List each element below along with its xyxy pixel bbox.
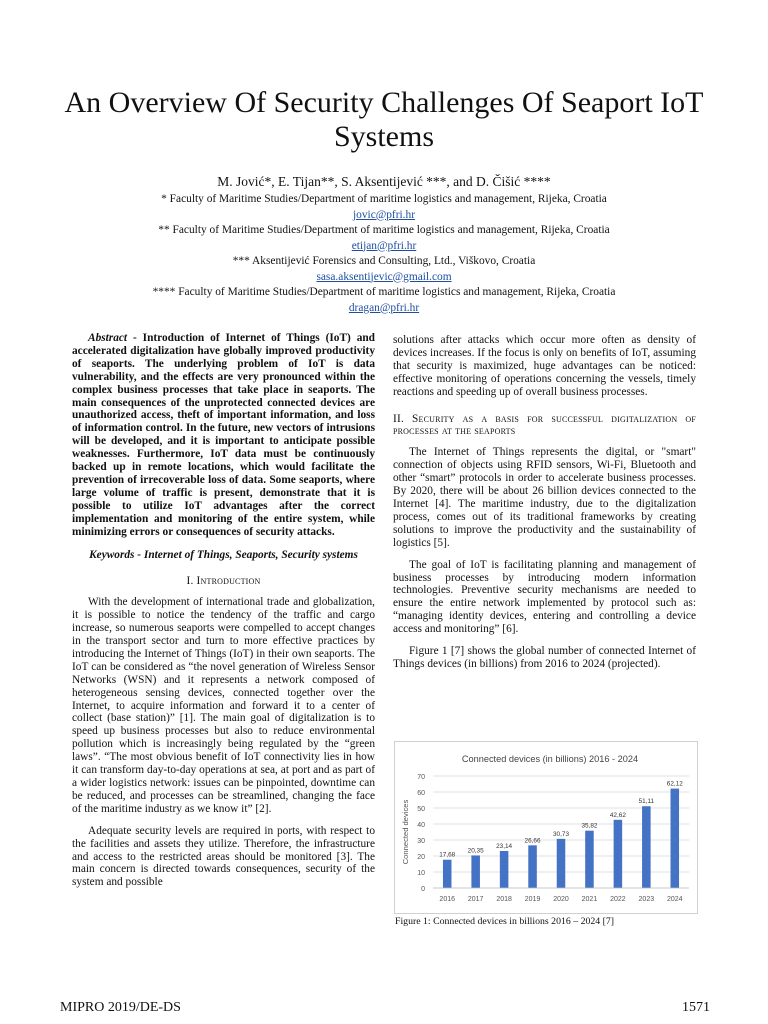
x-tick-label: 2016 [439,896,456,903]
affiliation-4: **** Faculty of Maritime Studies/Department of maritime logistics and management, Rijeka, Croatia [152,286,616,298]
y-tick-label: 70 [417,774,425,781]
data-label: 30,73 [553,830,569,838]
y-tick-label: 50 [417,806,425,813]
figure-1-chart [394,741,698,914]
author-list: M. Jović*, E. Tijan**, S. Aksentijević ***, and D. Čišić **** [217,174,551,189]
paragraph: Figure 1 [7] shows the global number of connected Internet of Things devices (in billions) from 2016 to 2024 (projected). [393,645,696,670]
x-tick-label: 2019 [524,896,541,903]
bar-2019 [528,845,537,888]
page-number: 1571 [682,1000,710,1015]
email-link-4[interactable]: dragan@pfri.hr [348,301,420,314]
right-column [393,334,696,680]
affiliations [40,192,728,316]
paragraph: With the development of international trade and globalization, it is possible to notice the tendency of the traffic and cargo increase, so numerous seaports were compelled to accept changes in the transport sector and turn to more effective practices by introducing the Internet of Things (IoT) in their own seaports. The IoT can be considered as “the novel generation of Wireless Sensor Networks (WSN) and it represents a network composed of heterogeneous sensing devices, connected together over the Internet, to acquire information and forward it to a center of collect (base station)” [1]. The main goal of digitalization is to speed up business processes but also to reduce environmental pollution which is increasingly being regulated by the “green laws”. “The most obvious benefit of IoT connectivity lies in how it can transform day-to-day operations at sea, at port and as part of a wider logistics network: issues can be pinpointed, downtime can be reduced, and processes can be streamlined, changing the face of the maritime industry as we know it” [2]. [72,596,375,815]
data-label: 17,68 [439,851,456,859]
keywords: Keywords - Internet of Things, Seaports, Security systems [89,548,358,561]
paper-title: An Overview Of Security Challenges Of Seaport IoT Systems [64,86,704,153]
paragraph: The goal of IoT is facilitating planning and management of business processes by introducing modern information technologies. Preventive security mechanisms are needed to ensure the entire network implemented by protocol such as: “managing identity devices, entering and controlling a device access and monitoring” [6]. [393,558,696,636]
x-tick-label: 2024 [666,896,683,903]
bar-2016 [443,860,452,888]
data-label: 23,14 [496,842,513,850]
bar-2024 [671,789,680,888]
paragraph: Adequate security levels are required in ports, with respect to the facilities and assets they utilize. Therefore, the infrastructure and access to the restricted areas should be monitored [3]. The main concern is directed towards consequences, security of the system and possible [72,824,375,889]
x-tick-label: 2020 [553,896,569,903]
bar-2023 [642,806,651,888]
abstract [72,332,375,539]
x-tick-label: 2021 [581,896,598,903]
data-label: 20,35 [467,847,484,855]
x-tick-label: 2023 [638,896,655,903]
data-label: 62,12 [666,780,683,788]
bar-2021 [585,831,594,888]
email-link-1[interactable]: jovic@pfri.hr [352,208,416,221]
paragraph: solutions after attacks which occur more often as density of devices increases. If the focus is only on benefits of IoT, assuming that security is maximized, huge advantages can be noticed: effective monitoring of operations concerning the vessels, timely reactions and speeding up of overall business processes. [393,334,696,398]
x-tick-label: 2018 [496,896,512,903]
y-tick-label: 20 [417,854,425,861]
x-tick-label: 2022 [610,896,626,903]
x-tick-label: 2017 [467,896,484,903]
email-link-3[interactable]: sasa.aksentijevic@gmail.com [316,270,452,283]
section-heading-security: II. Security as a basis for successful digitalization of processes at the seaports [393,412,696,438]
data-label: 42,62 [609,811,626,819]
data-label: 26,66 [524,837,541,845]
affiliation-1: * Faculty of Maritime Studies/Department of maritime logistics and management, Rijeka, Croatia [161,193,607,205]
y-axis-label: Connected devices [401,799,410,865]
abstract-lead: Abstract [88,332,128,344]
affiliation-2: ** Faculty of Maritime Studies/Department of maritime logistics and management, Rijeka, Croatia [158,224,610,236]
data-label: 35,82 [581,822,598,830]
abstract-text: - Introduction of Internet of Things (IoT) and accelerated digitalization have globally improved productivity of seaports. The underlying problem of IoT is data vulnerability, and the effects are very pronounced within the complex business processes that take place in seaports. The main consequences of the unprotected connected devices are unauthorized access, theft of important information, and loss of information control. In the future, new vectors of intrusions will be developed, and it is important to anticipate possible weaknesses. Furthermore, IoT data must be continuously backed up in remote locations, which would facilitate the prevention of irrecoverable loss of data. Some seaports, where large volume of traffic is present, demonstrate that it is possible to utilize IoT advantages after the correct implementation and monitoring of the entire system, while minimizing errors or consequences of security attacks. [72,332,375,538]
bar-2022 [614,820,623,888]
left-column [72,332,375,898]
chart-title: Connected devices (in billions) 2016 - 2024 [461,754,639,764]
figure-caption: Figure 1: Connected devices in billions 2016 – 2024 [7] [395,916,615,927]
email-link-2[interactable]: etijan@pfri.hr [351,239,417,252]
y-tick-label: 30 [417,838,425,845]
bar-2020 [557,839,566,888]
bar-chart [395,742,697,913]
section-heading-introduction: I. Introduction [186,575,261,588]
y-tick-label: 40 [417,822,425,829]
data-label: 51,11 [638,798,655,806]
bar-2018 [500,851,509,888]
y-tick-label: 0 [421,886,425,893]
affiliation-3: *** Aksentijević Forensics and Consulting, Ltd., Viškovo, Croatia [232,255,536,267]
y-tick-label: 60 [417,790,425,797]
paragraph: The Internet of Things represents the digital, or "smart" connection of objects using RFID sensors, Wi-Fi, Bluetooth and other “smart” protocols in order to accelerate business processes. By 2020, there will be about 26 billion devices connected to the Internet [4]. The maritime industry, due to the digitalization process, comes out of its traditional frameworks by creating solutions to improve the productivity and the sustainability of logistics [5]. [393,446,696,549]
bar-2017 [471,855,480,888]
footer-conference: MIPRO 2019/DE-DS [60,1000,181,1015]
y-tick-label: 10 [417,870,425,877]
